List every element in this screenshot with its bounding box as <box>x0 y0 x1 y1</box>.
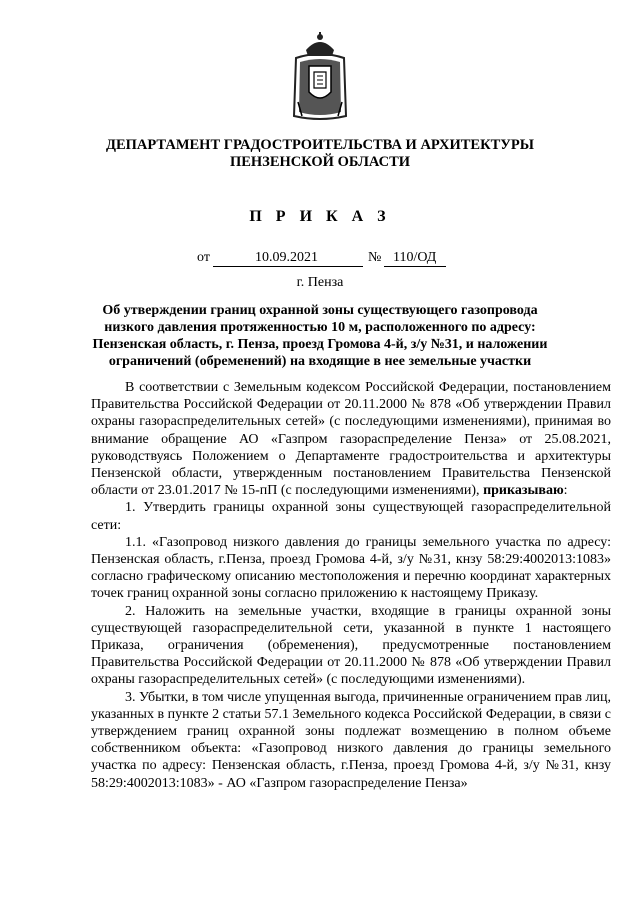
department-name-line2: ПЕНЗЕНСКОЙ ОБЛАСТИ <box>229 154 411 170</box>
preamble-text: В соответствии с Земельным кодексом Российской Федерации, постановлением Правительства Российской Федерации от 20.11.2000 № 878 «Об утверждении Правил охраны газораспределительных сетей» (с последующими изменениями), принимая во внимание обращение АО «Газпром газораспределение Пенза» от 25.08.2021, руководствуясь Положением о Департаменте градостроительства и архитектуры Пензенской области, утвержденным постановлением Правительства Пензенской области от 23.01.2017 № 15-пП (с последующими изменениями), <box>91 380 611 499</box>
order-word: приказываю <box>483 483 564 499</box>
order-subject: Об утверждении границ охранной зоны существующего газопровода низкого давления протяженностью 10 м, расположенного по адресу: Пензенская область, г. Пенза, проезд Громова 4-й, з/у №31, и наложении ограничений (обременений) на входящие в нее земельные участки <box>92 303 548 369</box>
paragraph-3: 3. Убытки, в том числе упущенная выгода, причиненные ограничением прав лиц, указанных в пункте 2 статьи 57.1 Земельного кодекса Российской Федерации, в связи с утверждением границ охранной зоны подлежат возмещению в полном объеме собственником объекта: «Газопровод низкого давления до границы земельного участка по адресу: Пензенская область, г.Пенза, проезд Громова 4-й, з/у №31, кнзу 58:29:4002013:1083» - АО «Газпром газораспределение Пенза» <box>91 689 611 791</box>
department-name-line1: ДЕПАРТАМЕНТ ГРАДОСТРОИТЕЛЬСТВА И АРХИТЕКТУРЫ <box>105 137 535 153</box>
date-prefix: от <box>197 250 210 265</box>
order-word-colon: : <box>563 483 568 499</box>
order-date: 10.09.2021 <box>255 250 318 265</box>
order-body <box>91 379 611 792</box>
paragraph-1-1: 1.1. «Газопровод низкого давления до границы земельного участка по адресу: Пензенская область, г.Пенза, проезд Громова 4-й, з/у №31, кнзу 58:29:4002013:1083» согласно графическому описанию местоположения и перечню координат характерных точек границ охранной зоны согласно приложению к настоящему Приказу. <box>91 534 611 602</box>
number-sign: № <box>368 250 382 265</box>
coat-of-arms-emblem <box>292 32 348 122</box>
paragraph-2: 2. Наложить на земельные участки, входящие в границы охранной зоны существующей газораспределительной сети, указанной в пункте 1 настоящего Приказа, ограничения (обременения), предусмотренные постановлением Правительства Российской Федерации от 20.11.2000 № 878 «Об утверждении Правил охраны газораспределительных сетей» (с последующими изменениями). <box>91 603 611 688</box>
department-name <box>60 137 580 171</box>
paragraph-1: 1. Утвердить границы охранной зоны существующей газораспределительной сети: <box>91 500 611 533</box>
order-number: 110/ОД <box>393 250 437 265</box>
preamble-paragraph <box>91 379 611 499</box>
order-city: г. Пенза <box>296 275 344 290</box>
document-title: П Р И К А З <box>249 208 391 225</box>
